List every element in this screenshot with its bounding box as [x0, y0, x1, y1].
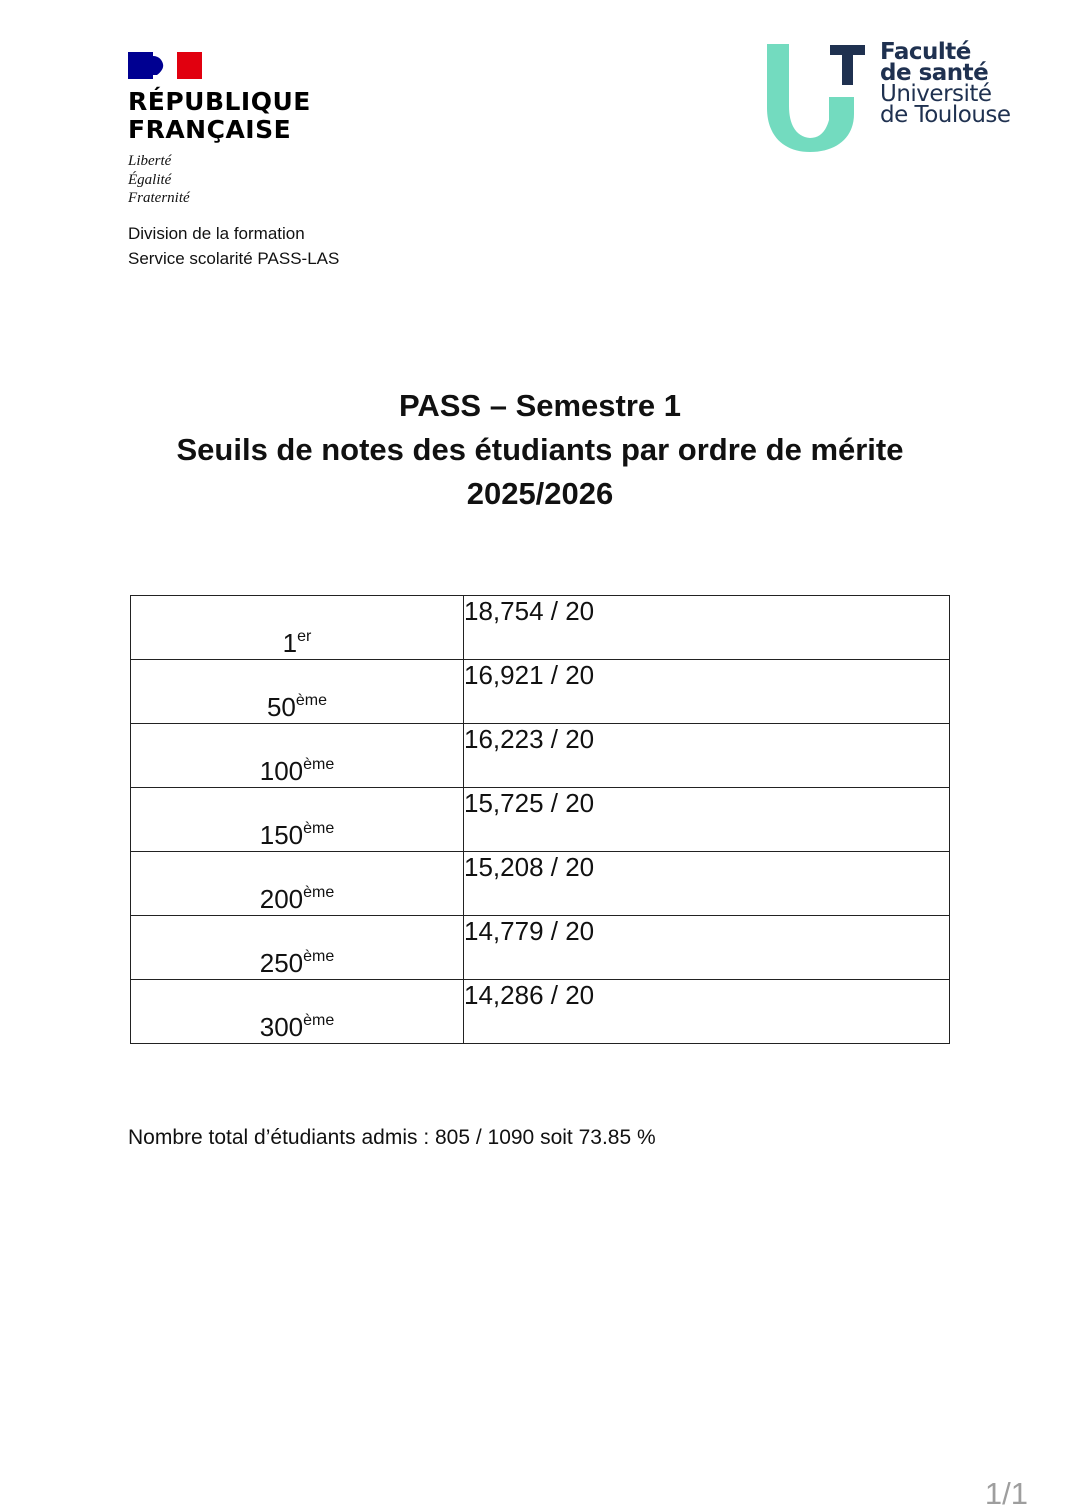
document-title	[0, 384, 1080, 516]
french-flag-icon	[128, 52, 202, 79]
republique-francaise-name: RÉPUBLIQUE FRANÇAISE	[128, 87, 311, 144]
title-line-1: PASS – Semestre 1	[398, 388, 682, 423]
score-cell: 16,223 / 20	[464, 724, 950, 788]
table-row	[131, 852, 950, 916]
republic-motto: Liberté Égalité Fraternité	[128, 153, 190, 206]
rank-cell: 150ème	[131, 788, 464, 852]
table-row	[131, 596, 950, 660]
rank-cell: 250ème	[131, 916, 464, 980]
table-row	[131, 788, 950, 852]
total-admitted-text: Nombre total d’étudiants admis : 805 / 1090 soit 73.85 %	[128, 1126, 656, 1149]
title-line-3: 2025/2026	[466, 476, 614, 511]
rank-cell: 1er	[131, 596, 464, 660]
score-cell: 15,725 / 20	[464, 788, 950, 852]
page-indicator: 1/1	[984, 1476, 1028, 1511]
table-row	[131, 660, 950, 724]
faculty-u-mark-icon	[764, 42, 870, 154]
division-name: Division de la formation	[128, 224, 305, 243]
republique-francaise-logo	[128, 52, 348, 208]
faculte-sante-logo	[764, 39, 1034, 154]
score-cell: 14,779 / 20	[464, 916, 950, 980]
score-cell: 18,754 / 20	[464, 596, 950, 660]
faculty-name: Faculté de santé Université de Toulouse	[880, 39, 1011, 128]
rank-cell: 50ème	[131, 660, 464, 724]
score-cell: 14,286 / 20	[464, 980, 950, 1044]
score-cell: 15,208 / 20	[464, 852, 950, 916]
service-name: Service scolarité PASS-LAS	[128, 249, 340, 268]
thresholds-table	[130, 595, 950, 1044]
table-row	[131, 980, 950, 1044]
title-line-2: Seuils de notes des étudiants par ordre de mérite	[176, 432, 904, 467]
table-row	[131, 724, 950, 788]
table-row	[131, 916, 950, 980]
rank-cell: 200ème	[131, 852, 464, 916]
rank-cell: 100ème	[131, 724, 464, 788]
division-info	[128, 221, 339, 271]
rank-cell: 300ème	[131, 980, 464, 1044]
score-cell: 16,921 / 20	[464, 660, 950, 724]
